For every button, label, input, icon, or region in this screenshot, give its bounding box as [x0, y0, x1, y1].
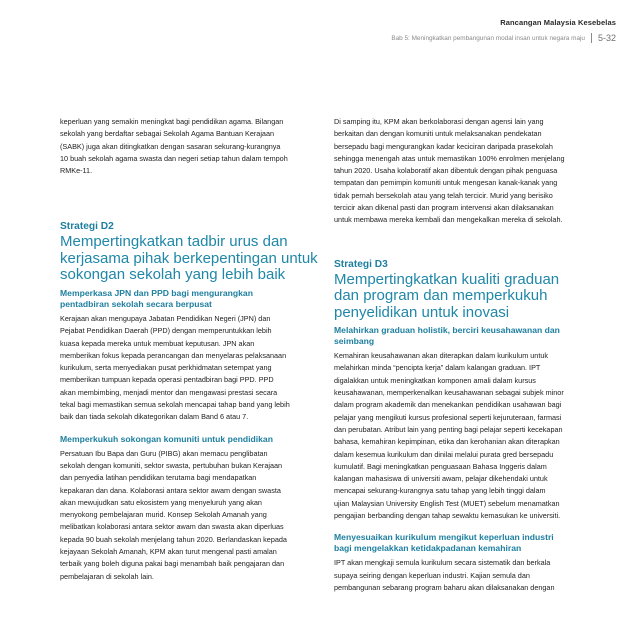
strategy-d3-title [334, 272, 616, 322]
text-line: kejayaan Sekolah Amanah, KPM akan turut mengenal pasti amalan [60, 547, 277, 557]
right-intro-paragraph [334, 116, 616, 227]
page-number: 5-32 [597, 33, 616, 43]
industry-curriculum-paragraph [334, 557, 616, 594]
text-line: baik dan tiada sekolah dikategorikan dalam Band 6 atau 7. [60, 412, 249, 422]
strategy-d2-title [60, 234, 328, 284]
text-line: mencapai sekurang-kurangnya satu tahap yang lebih tinggi dalam [334, 486, 546, 496]
text-line: pembelajaran di sekolah lain. [60, 571, 154, 581]
section-heading-community [60, 434, 328, 445]
text-line: ujian Malaysian University English Test (MUET) sebelum menamatkan [334, 498, 560, 508]
text-line: dalam program akademik dan menekankan pendidikan usahawan bagi [334, 400, 562, 410]
text-line: keusahawanan, memperkenalkan keusahawanan sebagai subjek minor [334, 388, 564, 398]
text-line: keperluan yang semakin meningkat bagi pendidikan agama. Bilangan [60, 117, 284, 126]
text-line: memberikan fokus kepada perancangan dan menyelaras pelaksanaan [60, 350, 287, 360]
text-line: tempatan dan pemimpin komuniti untuk mengesan kanak-kanak yang [334, 178, 558, 188]
header-row [196, 33, 616, 43]
text-line: pengajian berbanding dengan tahap sewaktu kemasukan ke universiti. [334, 511, 561, 521]
chapter-subtitle: Bab 5: Meningkatkan pembangunan modal insan untuk negara maju [391, 34, 585, 42]
text-line: dalam kesemua kurikulum dan dinilai melalui purata gred bersepadu [334, 449, 554, 459]
title-line: sokongan sekolah yang lebih baik [60, 266, 286, 284]
header-divider [591, 33, 592, 43]
text-line: kepada 90 buah sekolah menjelang tahun 2020. Berlandaskan kepada [60, 534, 287, 544]
text-line: tahun 2020. Usaha kolaboratif akan dibentuk dengan pihak penguasa [334, 166, 558, 176]
left-column [60, 116, 328, 583]
text-line: (SABK) juga akan ditingkatkan dengan sasaran sekurang-kurangnya [60, 141, 281, 151]
text-line: memberikan tumpuan kepada operasi pentadbiran bagi PPD. PPD [60, 375, 274, 385]
text-line: untuk membawa mereka kembali dan mengekalkan mereka di sekolah. [334, 215, 563, 225]
text-line: akan mewujudkan satu ekosistem yang menyeluruh yang akan [60, 497, 262, 507]
text-line: tercicir akan dikenal pasti dan program intervensi akan dilaksanakan [334, 203, 554, 213]
heading-line: Memperkasa JPN dan PPD bagi mengurangkan [60, 287, 253, 298]
text-line: bersepadu bagi mengurangkan kadar keciciran daripada prasekolah [334, 141, 553, 151]
text-line: Di samping itu, KPM akan berkolaborasi dengan agensi lain yang [334, 117, 544, 126]
text-line: kuasa kepada mereka untuk membuat keputusan. JPN akan [60, 338, 255, 348]
heading-line: bagi mengelakkan ketidakpadanan kemahiran [334, 543, 522, 554]
title-line: dan program dan memperkukuh [334, 287, 548, 305]
section-heading-jpn-ppd [60, 288, 328, 310]
spacer [334, 237, 616, 259]
text-line: sehingga menengah atas untuk memastikan 100% enrolmen menjelang [334, 153, 565, 163]
text-line: RMKe-11. [60, 166, 93, 176]
text-line: dan penyedia latihan pendidikan terutama bagi mendapatkan [60, 473, 257, 483]
text-line: sekolah yang berdaftar sebagai Sekolah Agama Bantuan Kerajaan [60, 129, 275, 139]
title-line: kerjasama pihak berkepentingan untuk [60, 249, 318, 267]
spacer [60, 187, 328, 221]
title-line: Mempertingkatkan kualiti graduan [334, 270, 560, 288]
strategy-d2-label: Strategi D2 [60, 221, 114, 233]
text-line: kumulatif. Bagi meningkatkan penguasaan Bahasa Inggeris dalam [334, 461, 547, 471]
text-line: tidak pernah bersekolah atau yang telah tercicir. Murid yang berisiko [334, 190, 553, 200]
heading-line: Memperkukuh sokongan komuniti untuk pendidikan [60, 433, 273, 444]
left-intro-paragraph [60, 116, 328, 177]
text-line: Persatuan Ibu Bapa dan Guru (PIBG) akan memacu penglibatan [60, 448, 268, 458]
document-title: Rancangan Malaysia Kesebelas [500, 18, 616, 27]
heading-line: Melahirkan graduan holistik, berciri keusahawanan dan [334, 325, 560, 336]
holistic-graduates-paragraph [334, 350, 616, 522]
text-line: pembangunan sebarang program baharu akan dilaksanakan dengan [334, 582, 555, 592]
heading-line: pentadbiran sekolah secara berpusat [60, 298, 212, 309]
text-line: terbaik yang boleh diguna pakai bagi menambah baik pengajaran dan [60, 559, 285, 569]
community-paragraph [60, 448, 328, 583]
text-line: IPT akan mengkaji semula kurikulum secara sistematik dan berkala [334, 558, 551, 568]
title-line: penyelidikan untuk inovasi [334, 303, 510, 321]
text-line: dan perubatan. Atribut lain yang penting bagi pelajar seperti kecekapan [334, 424, 563, 434]
text-line: sekolah dengan komuniti, sektor swasta, pertubuhan bukan Kerajaan [60, 460, 283, 470]
text-line: menyokong pembelajaran murid. Konsep Sekolah Amanah yang [60, 510, 267, 520]
section-heading-industry-curriculum [334, 532, 616, 554]
strategy-d3-label: Strategi D3 [334, 258, 388, 270]
text-line: Kerajaan akan mengupaya Jabatan Pendidikan Negeri (JPN) dan [60, 313, 271, 323]
heading-line: Menyesuaikan kurikulum mengikut keperluan industri [334, 532, 554, 543]
text-line: akan membimbing, menjadi mentor dan mengawasi prestasi secara [60, 387, 278, 397]
text-line: kepakaran dan dana. Kolaborasi antara sektor awam dengan swasta [60, 485, 281, 495]
text-line: berkaitan dan dengan komuniti untuk melaksanakan pendekatan [334, 129, 542, 139]
text-line: kurikulum, serta menyediakan pusat perkhidmatan setempat yang [60, 363, 272, 373]
text-line: supaya seiring dengan keperluan industri. Kajian semula dan [334, 570, 530, 580]
text-line: pelajar yang mengikuti kursus profesional seperti kejuruteraan, farmasi [334, 412, 562, 422]
text-line: tekal bagi memastikan semua sekolah mencapai tahap band yang lebih [60, 400, 290, 410]
text-line: melahirkan minda “pencipta kerja” dalam kalangan graduan. IPT [334, 363, 541, 373]
text-line: melibatkan kolaborasi antara sektor awam dan swasta akan diperluas [60, 522, 284, 532]
text-line: Kemahiran keusahawanan akan diterapkan dalam kurikulum untuk [334, 351, 549, 361]
text-line: kalangan mahasiswa di universiti awam, pelajar dikehendaki untuk [334, 474, 548, 484]
jpn-ppd-paragraph [60, 313, 328, 424]
text-line: digalakkan untuk meningkatkan komponen amali dalam kursus [334, 375, 536, 385]
heading-line: seimbang [334, 336, 375, 347]
text-line: 10 buah sekolah agama swasta dan negeri setiap tahun dalam tempoh [60, 153, 288, 163]
text-line: Pejabat Pendidikan Daerah (PPD) dengan memperuntukkan lebih [60, 326, 272, 336]
right-column [334, 116, 616, 594]
section-heading-holistic-graduates [334, 325, 616, 347]
page-header [196, 18, 616, 43]
title-line: Mempertingkatkan tadbir urus dan [60, 233, 288, 251]
text-line: bahasa, kemahiran kepimpinan, etika dan kerohanian akan diterapkan [334, 437, 560, 447]
